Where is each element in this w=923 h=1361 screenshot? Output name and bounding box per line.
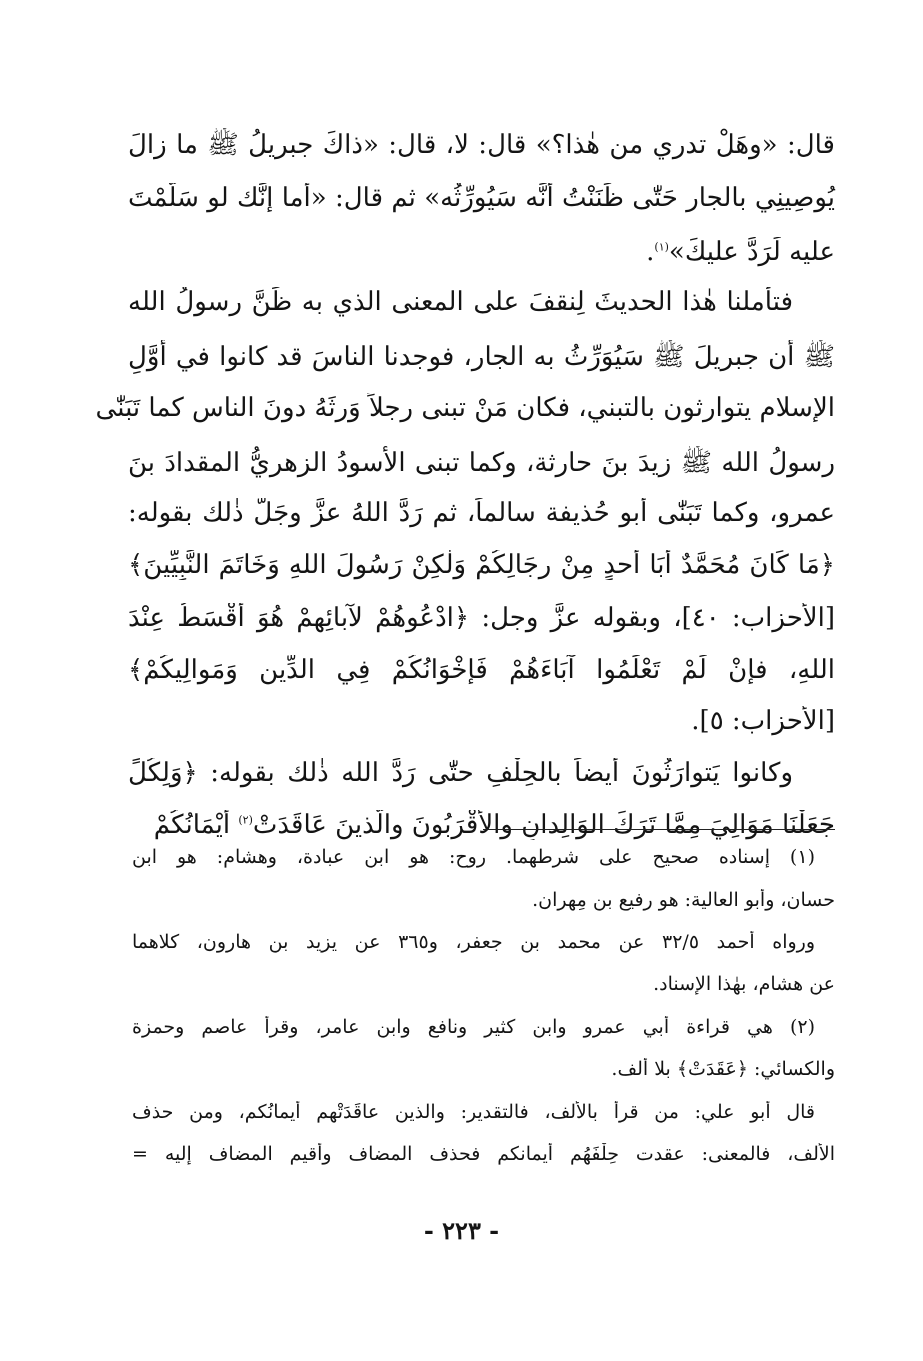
body-line: [الأحزاب: ٤٠]، وبقوله عزَّ وجل: ﴿ادْعُوهُمْ لآبائِهِمْ هُوَ أَقْسَطُ عِنْدَ — [128, 603, 835, 633]
body-line: الإسلامِ يتوارثون بالتبني، فكان مَنْ تبنى رجلاً وَرِثَهُ دونَ الناس كما تَبَنّٰى — [95, 393, 835, 423]
body-line: رسولُ الله ﷺ زيدَ بنَ حارثة، وكما تبنى الأسودُ الزهريُّ المقدادَ بنَ — [128, 448, 835, 478]
footnote-line: قال أبو علي: من قرأ بالألف، فالتقدير: والذين عاقَدَتْهم أيمانُكم، ومن حذف — [132, 1101, 815, 1123]
body-line: قال: «وهَلْ تدري من هٰذا؟» قال: لا، قال: «ذاكَ جبريلُ ﷺ ما زالَ — [128, 130, 835, 160]
body-line: عمرو، وكما تَبَنّٰى أبو حُذيفة سالماً، ثم رَدَّ اللهُ عزَّ وجَلَّ ذٰلك بقوله: — [128, 498, 835, 528]
footnote-line: الألف، فالمعنى: عقدت حِلْفَهُم أيمانكم فحذف المضاف وأقيم المضاف إليه = — [132, 1143, 835, 1165]
footnote-line: حسان، وأبو العالية: هو رفيع بن مِهران. — [532, 889, 835, 911]
footnote-line: (١) إسناده صحيح على شرطهما. روح: هو ابن عبادة، وهشام: هو ابن — [132, 846, 815, 868]
body-text: أَيْمَانُكُمْ — [153, 810, 231, 840]
body-line: فتأملنا هٰذا الحديثَ لِنقفَ على المعنى الذي به ظَنَّ رسولُ الله — [128, 287, 793, 317]
footnote-line: عن هشام، بهٰذا الإسناد. — [653, 973, 835, 995]
footnote-line: (٢) هي قراءة أبي عمرو وابن كثير ونافع وابن عامر، وقرأ عاصم وحمزة — [132, 1016, 815, 1038]
body-text: عليه لَرَدَّ عليكَ» — [668, 237, 835, 267]
page-number: - ٢٢٣ - — [423, 1216, 500, 1245]
body-line: يُوصِينِي بالجارِ حَتّٰى ظَنَنْتُ أنَّه سَيُورِّثُه» ثم قال: «أما إنَّك لو سَلَّمْتَ — [128, 183, 835, 213]
body-line: عليه لَرَدَّ عليكَ»$^{(١)}$. — [646, 237, 835, 267]
footnote-marker: (٢) — [238, 813, 253, 827]
footnote-separator — [483, 829, 835, 830]
body-line: [الأحزاب: ٥]. — [691, 706, 835, 736]
body-line: وكانوا يَتوارَثُونَ أيضاً بالحِلْفِ حتّٰى رَدَّ الله ذٰلك بقوله: ﴿وَلِكُلٍّ — [128, 758, 793, 788]
quran-verse-line: ﴿مَا كَانَ مُحَمَّدٌ أَبَا أَحدٍ مِنْ رِجَالِكُمْ وَلٰكِنْ رَسُولَ اللهِ وَخَاتَمَ النَّبِيِّينَ﴾ — [128, 550, 835, 580]
body-line — [0, 810, 923, 840]
quran-verse-line: اللهِ، فإِنْ لَمْ تَعْلَمُوا آبَاءَهُمْ فَإِخْوَانُكُمْ فِي الدِّينِ وَمَوالِيكُمْ﴾ — [128, 655, 835, 685]
footnote-marker: (١) — [654, 240, 669, 254]
body-line: ﷺ أن جبريلَ ﷺ سَيُوَرِّثُ به الجار، فوجدنا الناسَ قد كانوا في أوَّلِ — [128, 342, 835, 372]
footnote-line: ورواه أحمد ٣٢/٥ عن محمد بن جعفر، و٣٦٥ عن يزيد بن هارون، كلاهما — [132, 931, 816, 953]
body-text: جَعَلْنَا مَوَالِيَ مِمَّا تَرَكَ الوَالِدانِ والأقْرَبُونَ والَّذينَ عَاقَدَتْ — [252, 810, 835, 840]
footnote-line: والكسائي: ﴿عَقَدَتْ﴾ بلا ألف. — [611, 1058, 835, 1080]
